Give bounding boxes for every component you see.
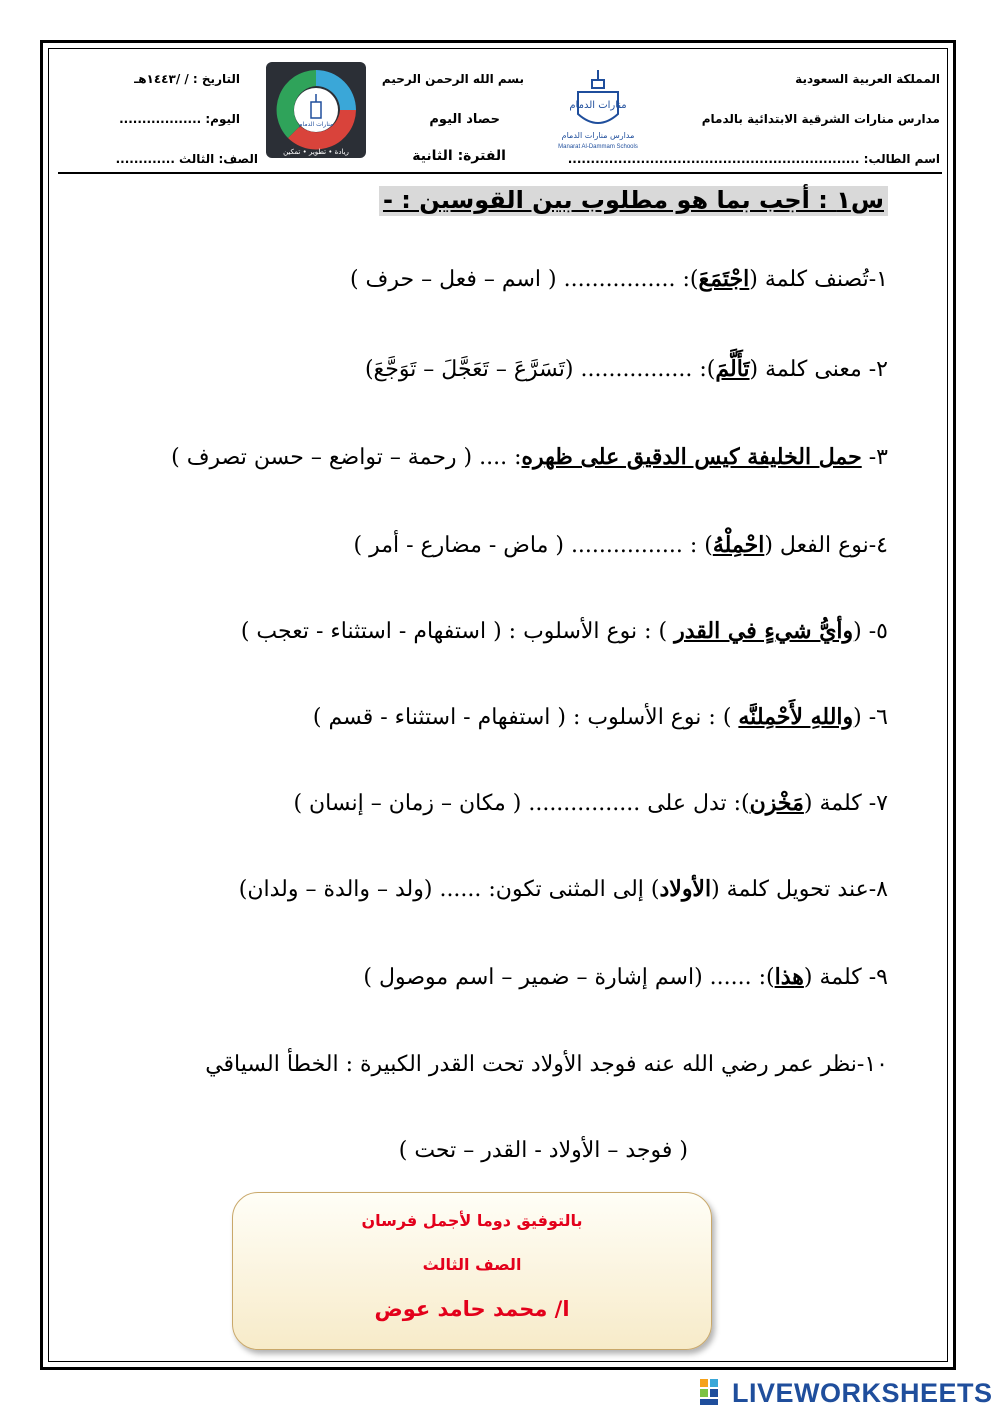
question-10 (205, 1052, 888, 1077)
question-7-keyword: مَخْزن (749, 790, 804, 816)
school-logo-name: منارات الدمام (569, 100, 627, 111)
liveworksheets-logo (700, 1376, 993, 1410)
footer-note (232, 1192, 712, 1350)
question-9-prefix: ٩- كلمة ( (803, 965, 888, 990)
header-period: الفترة: الثانية (412, 148, 506, 164)
question-6-options: ) : نوع الأسلوب : ( استفهام - استثناء - قسم ) (312, 705, 739, 730)
header-date: التاريخ : / /١٤٤٣هـ (134, 72, 240, 86)
question-1-prefix: ١-تُصنف كلمة ( (749, 267, 888, 292)
question-5 (241, 618, 888, 644)
question-7 (293, 790, 888, 816)
question-8-keyword: الأولاد (659, 876, 712, 902)
question-1-options: ): ................ ( اسم – فعل – حرف ) (349, 267, 699, 292)
question-9-keyword: هذا (774, 964, 804, 990)
header-subject: حصاد اليوم (429, 112, 500, 127)
question-8-options: ) إلى المثنى تكون: ...... (ولد – والدة – ولدان) (238, 877, 660, 902)
question-5-prefix: ٥- ( (853, 619, 888, 644)
footer-teacher: ا/ محمد حامد عوض (374, 1297, 570, 1321)
question-10-options: ( فوجد – الأولاد - القدر – تحت ) (398, 1138, 688, 1163)
question-8 (239, 876, 888, 902)
question-6-keyword: واللهِ لأَحْمِلنَّه (738, 704, 854, 730)
question-5-keyword: وأيُّ شيءٍ في القدر (674, 618, 854, 644)
question-1 (350, 266, 888, 292)
footer-wish: بالتوفيق دوما لأجمل فرسان (361, 1211, 583, 1230)
question-7-options: ): تدل على ................ ( مكان – زمان – إنسان ) (293, 791, 750, 816)
question-7-prefix: ٧- كلمة ( (803, 791, 888, 816)
header-kingdom: المملكة العربية السعودية (795, 72, 940, 86)
badge-ring-text: ريادة • تطوير • تمكين (283, 148, 349, 156)
badge-logo (266, 62, 366, 158)
section-title: س١ : أجب بما هو مطلوب بين القوسين : - (379, 186, 888, 216)
question-2 (365, 356, 888, 382)
question-6 (313, 704, 888, 730)
header-schools: مدارس منارات الشرقية الابتدائية بالدمام (701, 112, 940, 126)
question-9-options: ): ...... (اسم إشارة – ضمير – اسم موصول ) (363, 965, 775, 990)
school-logo-caption-en: Manarat Al-Dammam Schools (558, 144, 638, 150)
badge-ring-icon (266, 62, 366, 158)
header-student-name: اسم الطالب: ................................................................ (567, 152, 940, 166)
badge-center-text: منارات الدمام (298, 121, 334, 128)
question-6-prefix: ٦- ( (853, 705, 888, 730)
question-2-options: ): ................ (تَسَرَّعَ – تَعَجَّلَ – تَوَجَّعَ) (364, 357, 716, 382)
question-3-prefix: ٣- (861, 445, 888, 470)
question-1-keyword: اجْتَمَعَ (698, 266, 750, 292)
question-4-prefix: ٤-نوع الفعل ( (764, 533, 888, 558)
footer-grade: الصف الثالث (422, 1255, 522, 1274)
school-logo (548, 66, 648, 156)
question-3-keyword: حمل الخليفة كيس الدقيق على ظهره (521, 444, 862, 470)
liveworksheets-name: LIVEWORKSHEETS (732, 1377, 993, 1408)
question-2-prefix: ٢- معنى كلمة ( (749, 357, 888, 382)
header-grade: الصف: الثالث ............. (115, 152, 258, 166)
school-logo-caption-ar: مدارس منارات الدمام (561, 131, 635, 140)
header-basmala: بسم الله الرحمن الرحيم (381, 72, 524, 86)
question-3-options: : .... ( رحمة – تواضع – حسن تصرف ) (171, 445, 522, 470)
question-10-text: ١٠-نظر عمر رضي الله عنه فوجد الأولاد تحت القدر الكبيرة : الخطأ السياقي (205, 1052, 888, 1077)
question-3 (171, 444, 888, 470)
question-2-keyword: تَأَلَّمَ (715, 356, 750, 382)
question-8-prefix: ٨-عند تحويل كلمة ( (711, 877, 888, 902)
header-divider (58, 172, 942, 174)
question-4-keyword: احْمِلْهُ (712, 532, 765, 558)
header-day: اليوم: .................. (119, 112, 240, 126)
question-4-options: ) : ................ ( ماض - مضارع - أمر ) (353, 533, 713, 558)
question-5-options: ) : نوع الأسلوب : ( استفهام - استثناء - تعجب ) (240, 619, 675, 644)
school-tower-icon (548, 66, 648, 156)
liveworksheets-icon (700, 1379, 728, 1407)
question-9 (363, 964, 888, 990)
question-4 (354, 532, 888, 558)
